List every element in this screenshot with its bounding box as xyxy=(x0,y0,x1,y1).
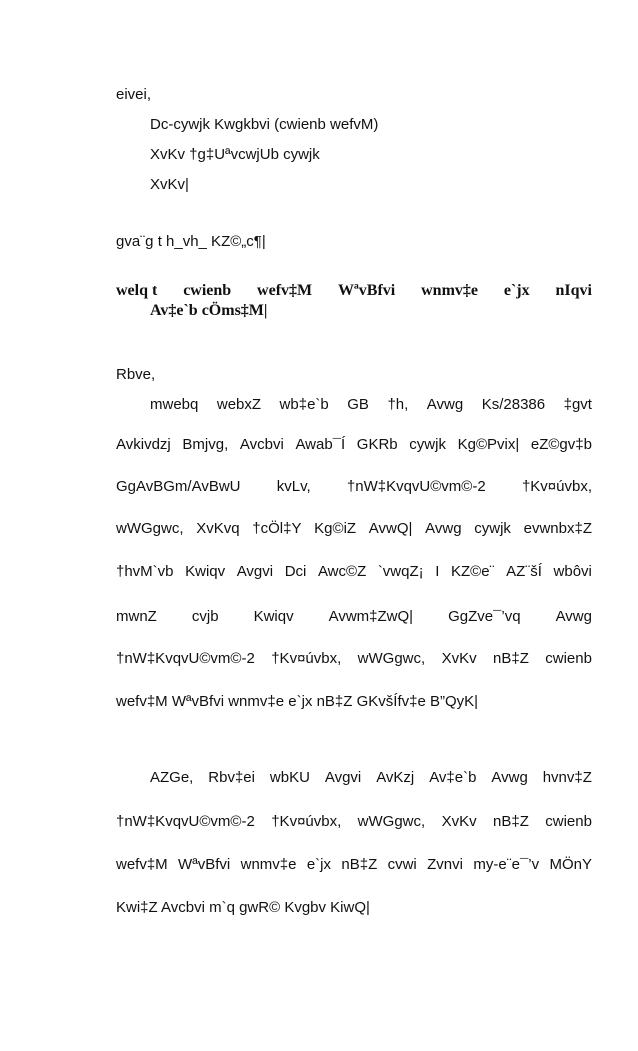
body-word: Avwg xyxy=(425,520,462,537)
body-word: XvKvq xyxy=(196,520,240,537)
body-word: GKRb xyxy=(356,436,398,453)
body-word: cvwi xyxy=(387,856,417,873)
body-p1-line-3 xyxy=(116,478,592,496)
body-word: wbKU xyxy=(269,769,310,786)
body-word: Awc©Z xyxy=(317,563,367,580)
body-word: GB xyxy=(347,396,369,413)
body-word: †nW‡KvqvU©vm©-2 xyxy=(116,650,255,667)
body-word: Kwiqv xyxy=(253,608,294,625)
body-word: Kg©iZ xyxy=(314,520,357,537)
subject-line-2: Av‡e`b cÖms‡M| xyxy=(150,302,268,319)
body-word: Rbv‡ei xyxy=(208,769,255,786)
address-line-1: Dc-cywjk Kwgkbvi (cwienb wefvM) xyxy=(150,116,379,133)
body-word: Avgvi xyxy=(236,563,274,580)
body-word: `vwqZ¡ xyxy=(377,563,424,580)
body-p2-line-1 xyxy=(150,769,592,787)
body-word: ‡gvt xyxy=(563,396,592,413)
body-word: webxZ xyxy=(216,396,262,413)
address-line-2: XvKv †g‡UªvcwjUb cywjk xyxy=(150,146,320,163)
salutation: eivei, xyxy=(116,86,152,103)
body-word: wWGgwc, xyxy=(357,650,426,667)
body-word: nB‡Z xyxy=(493,813,529,830)
body-word: eZ©gv‡b xyxy=(530,436,592,453)
body-word: †h, xyxy=(387,396,409,413)
body-word: my-e¨e¯’v xyxy=(473,856,540,873)
body-word: Avwm‡ZwQ| xyxy=(328,608,414,625)
body-word: Zvnvi xyxy=(427,856,463,873)
body-word: wbôvi xyxy=(553,563,592,580)
body-word: Avwg xyxy=(426,396,464,413)
address-line-3: XvKv| xyxy=(150,176,189,193)
body-word: wWGgwc, xyxy=(357,813,426,830)
body-word: †nW‡KvqvU©vm©-2 xyxy=(116,813,255,830)
subject-word: WªvBfvi xyxy=(338,282,396,299)
body-word: cywjk xyxy=(474,520,511,537)
body-word: XvKv xyxy=(441,813,477,830)
body-word: AvKzj xyxy=(376,769,415,786)
body-word: WªvBfvi xyxy=(178,856,231,873)
subject-word: e`jx xyxy=(503,282,530,299)
body-p1-line-6 xyxy=(116,608,592,626)
body-p1-line-7 xyxy=(116,650,592,668)
body-word: †hvM`vb xyxy=(116,563,174,580)
body-word: AZ¨šÍ xyxy=(506,563,542,580)
body-word: Avwg xyxy=(555,608,592,625)
body-word: Dci xyxy=(284,563,307,580)
body-word: hvnv‡Z xyxy=(542,769,592,786)
body-word: cwienb xyxy=(545,813,592,830)
body-word: evwnbx‡Z xyxy=(523,520,592,537)
body-word: wnmv‡e xyxy=(240,856,297,873)
body-p1-line-2 xyxy=(116,436,592,454)
body-word: wb‡e`b xyxy=(279,396,329,413)
body-word: wefv‡M xyxy=(116,856,168,873)
body-p2-line-2 xyxy=(116,813,592,831)
body-word: cwienb xyxy=(545,650,592,667)
body-word: nB‡Z xyxy=(341,856,378,873)
subject-word: welq t xyxy=(116,282,158,299)
body-word: GgAvBGm/AvBwU xyxy=(116,478,241,495)
body-word: wWGgwc, xyxy=(116,520,184,537)
body-word: †Kv¤úvbx, xyxy=(271,650,342,667)
body-word: GgZve¯’vq xyxy=(448,608,521,625)
body-word: Avkivdzj xyxy=(116,436,171,453)
body-word: AZGe, xyxy=(150,769,194,786)
body-word: I xyxy=(435,563,440,580)
subject-word: nIqvi xyxy=(555,282,592,299)
body-word: †Kv¤úvbx, xyxy=(521,478,592,495)
body-word: e`jx xyxy=(306,856,332,873)
body-word: AvwQ| xyxy=(368,520,413,537)
body-word: †nW‡KvqvU©vm©-2 xyxy=(346,478,486,495)
subject-line-1 xyxy=(116,282,592,300)
body-word: Avwg xyxy=(491,769,528,786)
subject-word: wefv‡M xyxy=(257,282,313,299)
subject-word: wnmv‡e xyxy=(421,282,478,299)
body-p1-line-4 xyxy=(116,520,592,538)
body-word: cywjk xyxy=(409,436,446,453)
body-word: nB‡Z xyxy=(493,650,529,667)
body-word: XvKv xyxy=(441,650,477,667)
body-word: Kwiqv xyxy=(185,563,226,580)
reference-line: gva¨g t h_vh_ KZ©„c¶| xyxy=(116,233,266,250)
body-word: Bmjvg, xyxy=(182,436,229,453)
body-p2-line-4: Kwi‡Z Avcbvi m`q gwR© Kvgbv KiwQ| xyxy=(116,899,370,916)
body-word: kvLv, xyxy=(276,478,311,495)
body-word: Awab¯Í xyxy=(295,436,346,453)
body-word: Ks/28386 xyxy=(481,396,546,413)
body-word: Avgvi xyxy=(324,769,362,786)
body-word: mwebq xyxy=(150,396,199,413)
body-word: Kg©Pvix| xyxy=(457,436,520,453)
body-p1-line-8: wefv‡M WªvBfvi wnmv‡e e`jx nB‡Z GKvšÍfv‡e B”QyK| xyxy=(116,693,479,710)
body-word: Av‡e`b xyxy=(429,769,477,786)
body-word: Avcbvi xyxy=(239,436,284,453)
body-word: KZ©e¨ xyxy=(450,563,495,580)
body-word: MÖnY xyxy=(549,856,592,873)
body-word: †Kv¤úvbx, xyxy=(271,813,342,830)
body-p1-line-1 xyxy=(150,396,592,414)
greeting: Rbve, xyxy=(116,366,156,383)
body-word: †cÖl‡Y xyxy=(252,520,302,537)
subject-word: cwienb xyxy=(183,282,232,299)
body-p2-line-3 xyxy=(116,856,592,874)
body-word: cvjb xyxy=(191,608,219,625)
body-p1-line-5 xyxy=(116,563,592,581)
body-word: mwnZ xyxy=(116,608,157,625)
